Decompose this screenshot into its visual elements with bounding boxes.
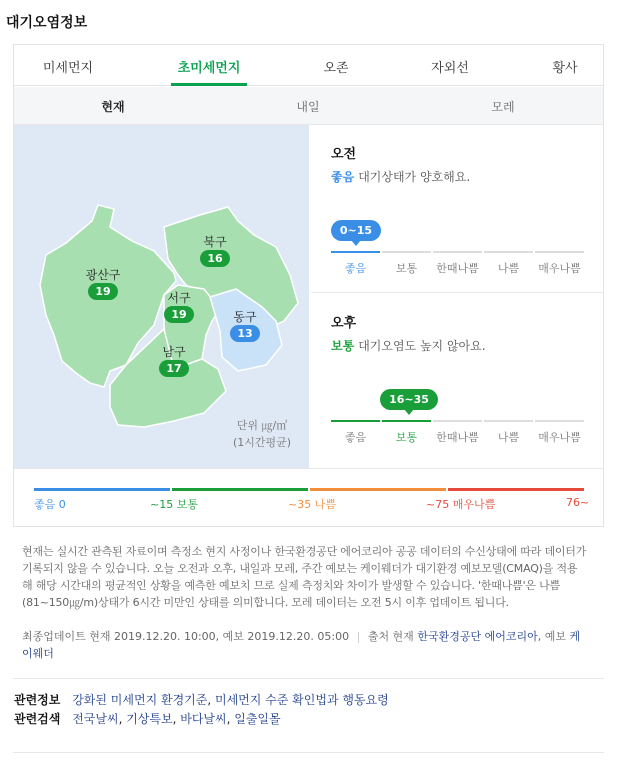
pm-level: 보통 [331,339,355,353]
notice-text: 현재는 실시간 관측된 자료이며 측정소 현지 사정이나 한국환경공단 에어코리아 공공 데이터의 수신상태에 따라 데이터가 기록되지 않을 수 있습니다. 오늘 오전과 오후, 내일과 모레, 주간 예보는 케이웨더가 대기환경 예보모델(CMAQ)을 적용해 해당 시간대의 평균적인 상황을 예측한 예보치 므로 실제 측정치와 차이가 발생할 수 있습니다. '한때나쁨'은 나쁨(81~150㎍/m)상태가 6시간 미만인 상태를 의미합니다. 모레 데이터는 오전 5시 이후 업데이트 됩니다. [22,545,587,609]
pm-title: 오후 [331,316,357,331]
related-search-key: 관련검색 [14,712,61,726]
district-name-buk: 북구 [203,235,227,249]
district-name-nam: 남구 [162,345,186,359]
am-status [331,168,470,185]
unit-label: 단위 ㎍/㎥ [236,419,288,432]
district-value-nam[interactable]: 17 [159,360,189,377]
legend-bar-bad [310,488,446,491]
district-name-dong: 동구 [233,310,257,324]
district-name-seo: 서구 [167,291,191,305]
am-scale-label-temp-bad: 한때나쁨 [436,262,479,275]
legend [14,468,603,527]
pm-range-pill [380,389,438,410]
legend-label-end: 76~ [566,496,590,509]
pm-scale [331,420,585,444]
source-prefix: 출처 현재 [367,630,414,643]
bottom-divider [13,752,604,753]
pm-range: 16~35 [389,393,429,406]
pm-scale-label-temp-bad: 한때나쁨 [436,431,479,444]
pm-scale-label-bad: 나쁨 [497,431,520,444]
district-name-gwangsan: 광산구 [85,268,121,282]
am-scale-label-good: 좋음 [344,262,367,275]
air-pollution-panel [13,44,604,527]
tab-ozone[interactable]: 오존 [323,61,349,76]
region-map [14,125,309,468]
day-after-tomorrow[interactable]: 모레 [491,100,515,114]
am-level: 좋음 [331,170,355,184]
am-scale-temp-bad [433,251,482,253]
related-search-link[interactable]: 전국날씨 [72,712,119,726]
legend-bar-very-bad [448,488,584,491]
related-search-link[interactable]: 기상특보 [126,712,173,726]
legend-bar-good [34,488,170,491]
pm-description: 대기오염도 높지 않아요. [358,339,486,353]
related-info-link[interactable]: 강화된 미세먼지 환경기준 [72,693,208,707]
source-kweather-link[interactable]: 케이웨더 [22,630,581,660]
related-search-link[interactable]: 바다날씨 [180,712,227,726]
tab-ultrafine-dust[interactable]: 초미세먼지 [177,61,241,76]
pm-scale-label-good: 좋음 [344,431,367,444]
pollutant-tabs [14,45,603,86]
pm-scale-temp-bad [433,420,482,422]
related-search [14,711,281,728]
update-time: 최종업데이트 현재 2019.12.20. 10:00, 예보 2019.12.20. 05:00 [22,630,350,643]
related-info-key: 관련정보 [14,693,61,707]
am-range-pill [331,220,381,241]
district-value-gwangsan[interactable]: 19 [88,283,118,300]
day-selector [14,87,603,125]
tab-fine-dust[interactable]: 미세먼지 [42,61,94,76]
section-divider [13,678,604,679]
am-pm-divider [311,292,603,293]
am-scale-label-bad: 나쁨 [497,262,520,275]
related-info-comma: , [207,693,215,707]
am-scale-very-bad [535,251,584,253]
tab-uv[interactable]: 자외선 [431,61,469,76]
pm-status [331,337,486,354]
related-info-link[interactable]: 미세먼지 수준 확인법과 행동요령 [215,693,389,707]
legend-label-good: 좋음 0 [34,498,66,511]
am-title: 오전 [331,147,357,162]
am-scale [331,251,585,275]
active-tab-underline [171,83,247,86]
legend-label-very-bad: ~75 매우나쁨 [426,498,496,511]
tab-yellow-dust[interactable]: 황사 [552,61,578,76]
am-description: 대기상태가 양호해요. [358,170,471,184]
source-airkorea-link[interactable]: 한국환경공단 에어코리아 [417,630,538,643]
related-search-comma: , [226,712,235,726]
pm-scale-label-very-bad: 매우나쁨 [538,431,581,444]
related-search-link[interactable]: 일출일몰 [234,712,281,726]
legend-label-bad: ~35 나쁨 [288,498,336,511]
forecast-panel [311,125,603,468]
pm-scale-very-bad [535,420,584,422]
am-scale-good [331,251,380,253]
day-tomorrow[interactable]: 내일 [296,100,320,114]
pm-scale-good [331,420,380,422]
related-info [14,692,389,709]
pm-scale-label-normal: 보통 [395,431,418,444]
pm-scale-normal [382,420,431,422]
legend-label-normal: ~15 보통 [150,498,198,511]
update-meta [22,628,587,662]
day-today[interactable]: 현재 [101,100,125,114]
am-scale-label-very-bad: 매우나쁨 [538,262,581,275]
notice [22,543,587,611]
am-scale-label-normal: 보통 [395,262,418,275]
unit-note [212,417,312,451]
am-scale-bad [484,251,533,253]
district-value-buk[interactable]: 16 [200,250,230,267]
source-mid: , 예보 [537,630,566,643]
district-value-seo[interactable]: 19 [164,306,194,323]
related-search-comma: , [118,712,127,726]
legend-bar-normal [172,488,308,491]
related-search-comma: , [172,712,181,726]
page-title: 대기오염정보 [6,15,88,31]
district-value-dong[interactable]: 13 [230,325,260,342]
pm-scale-bad [484,420,533,422]
am-scale-normal [382,251,431,253]
unit-average: (1시간평균) [232,436,292,449]
meta-divider: | [356,630,361,643]
am-range: 0~15 [339,224,373,237]
